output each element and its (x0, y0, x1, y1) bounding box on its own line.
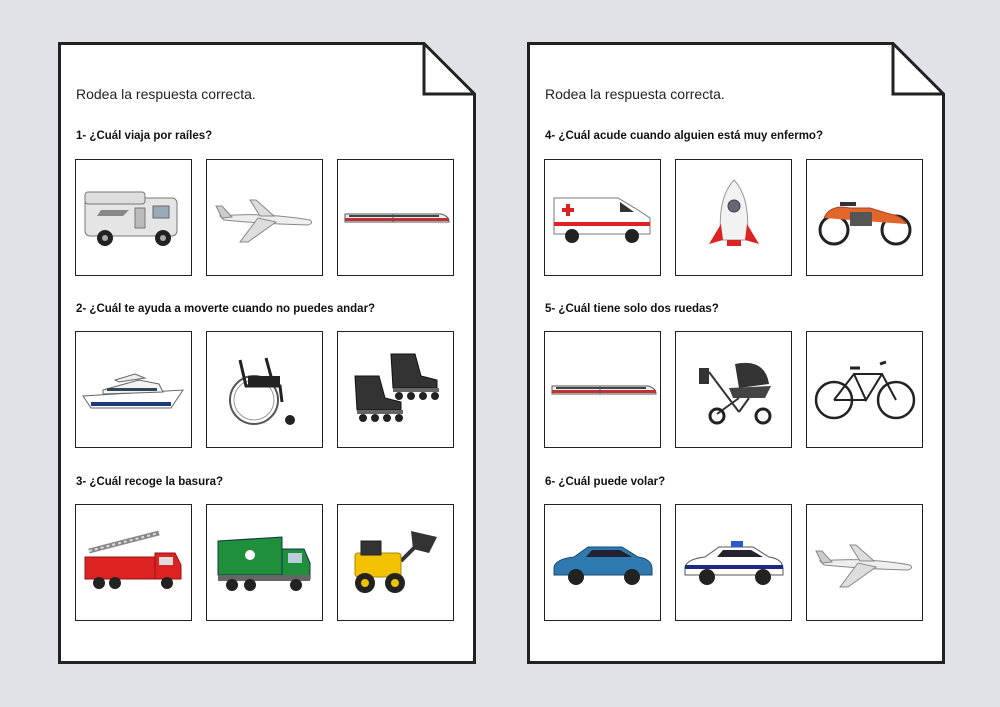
question-2: 2- ¿Cuál te ayuda a moverte cuando no puedes andar? (76, 303, 376, 315)
answer-row-1 (75, 159, 454, 276)
option-stroller[interactable] (675, 331, 792, 448)
option-train[interactable] (544, 331, 661, 448)
question-4: 4- ¿Cuál acude cuando alguien está muy enfermo? (545, 130, 823, 142)
worksheet-right (527, 42, 945, 664)
option-airplane[interactable] (206, 159, 323, 276)
option-car[interactable] (544, 504, 661, 621)
question-1: 1- ¿Cuál viaja por raíles? (76, 130, 213, 142)
answer-row-6 (544, 504, 923, 621)
option-fire-truck[interactable] (75, 504, 192, 621)
option-garbage-truck[interactable] (206, 504, 323, 621)
worksheet-left (58, 42, 476, 664)
motorhome-icon (79, 178, 189, 258)
inline-skates-icon (341, 350, 451, 430)
option-police-car[interactable] (675, 504, 792, 621)
option-train[interactable] (337, 159, 454, 276)
answer-row-2 (75, 331, 454, 448)
question-5: 5- ¿Cuál tiene solo dos ruedas? (545, 303, 719, 315)
train-icon (548, 350, 658, 430)
option-motorhome[interactable] (75, 159, 192, 276)
airplane-icon (810, 523, 920, 603)
option-bicycle[interactable] (806, 331, 923, 448)
question-6: 6- ¿Cuál puede volar? (545, 476, 666, 488)
question-3: 3- ¿Cuál recoge la basura? (76, 476, 223, 488)
option-wheelchair[interactable] (206, 331, 323, 448)
rocket-icon (679, 178, 789, 258)
car-icon (548, 523, 658, 603)
option-inline-skates[interactable] (337, 331, 454, 448)
option-motorcycle[interactable] (806, 159, 923, 276)
motorcycle-icon (810, 178, 920, 258)
ambulance-icon (548, 178, 658, 258)
instruction-text: Rodea la respuesta correcta. (545, 86, 725, 102)
bulldozer-icon (341, 523, 451, 603)
option-rocket[interactable] (675, 159, 792, 276)
airplane-icon (210, 178, 320, 258)
option-bulldozer[interactable] (337, 504, 454, 621)
wheelchair-icon (210, 350, 320, 430)
option-airplane[interactable] (806, 504, 923, 621)
fire-truck-icon (79, 523, 189, 603)
answer-row-5 (544, 331, 923, 448)
train-icon (341, 178, 451, 258)
option-yacht[interactable] (75, 331, 192, 448)
bicycle-icon (810, 350, 920, 430)
answer-row-4 (544, 159, 923, 276)
option-ambulance[interactable] (544, 159, 661, 276)
stroller-icon (679, 350, 789, 430)
yacht-icon (79, 350, 189, 430)
garbage-truck-icon (210, 523, 320, 603)
police-car-icon (679, 523, 789, 603)
instruction-text: Rodea la respuesta correcta. (76, 86, 256, 102)
answer-row-3 (75, 504, 454, 621)
